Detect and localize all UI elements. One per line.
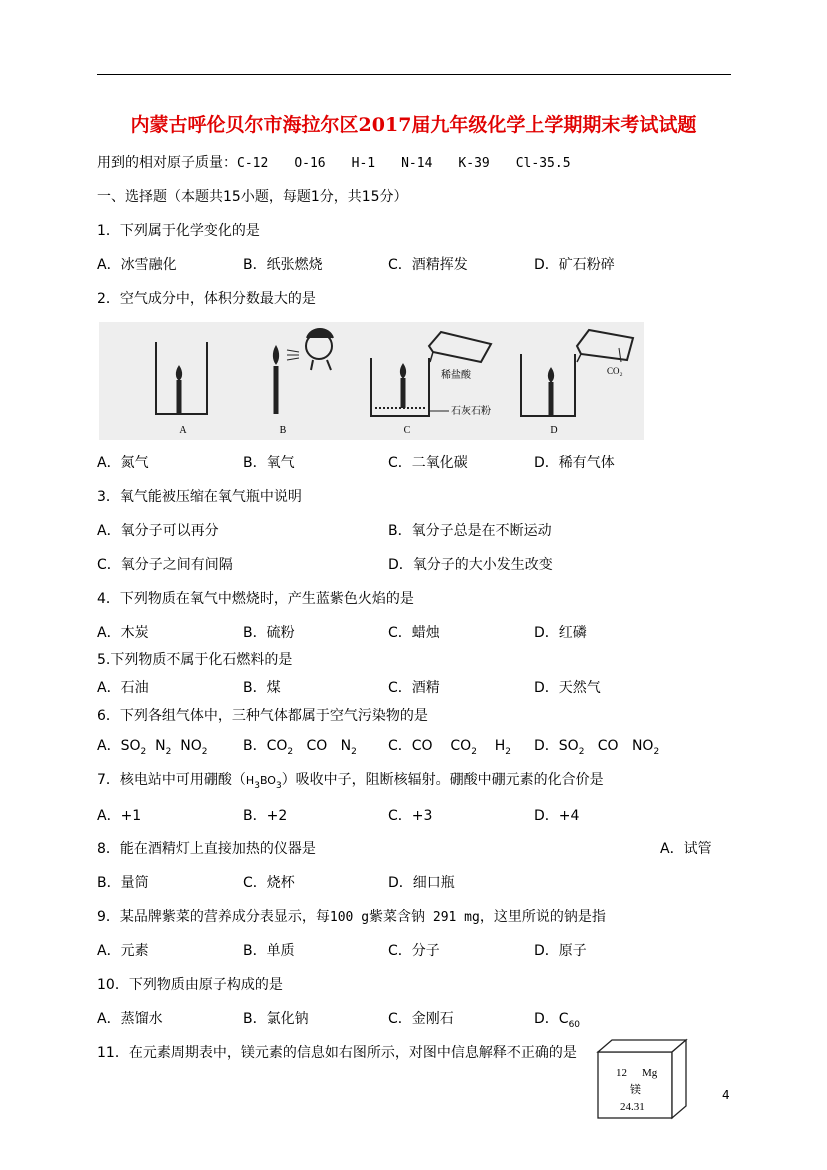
question-5-stem: 5.下列物质不属于化石燃料的是	[97, 652, 293, 668]
q5-option-d: D．天然气	[534, 680, 601, 696]
atomic-mass-item: C-12	[237, 156, 269, 171]
q1-option-c: C．酒精挥发	[388, 257, 468, 273]
page-number: 4	[722, 1088, 730, 1102]
atomic-mass-line	[97, 152, 571, 172]
q5-option-a: A．石油	[97, 680, 149, 696]
question-10-stem: 10．下列物质由原子构成的是	[97, 977, 283, 993]
mg-atomic-number: 12	[616, 1067, 627, 1079]
atomic-mass-item: Cl-35.5	[515, 156, 571, 171]
question-7-stem: 7．核电站中可用硼酸$(H_3BO_3)$吸收中子，阻断核辐射。硼酸中硼元素的化合价是	[97, 772, 604, 791]
beaker-c-drawing	[371, 332, 491, 416]
q8-option-b: B．量筒	[97, 875, 149, 891]
hcl-label: 稀盐酸	[441, 370, 471, 381]
q4-option-d: D．红磷	[534, 625, 587, 641]
question-3-stem: 3．氧气能被压缩在氧气瓶中说明	[97, 489, 302, 505]
co2-label: CO₂	[607, 366, 623, 376]
q4-option-b: B．硫粉	[243, 625, 295, 641]
q7-option-a: A．+1	[97, 808, 142, 824]
question-1-stem: 1．下列属于化学变化的是	[97, 223, 260, 239]
figure-label-d: D	[550, 425, 558, 436]
q9-option-d: D．原子	[534, 943, 587, 959]
q4-option-c: C．蜡烛	[388, 625, 440, 641]
question-11-stem: 11．在元素周期表中，镁元素的信息如右图所示，对图中信息解释不正确的是	[97, 1045, 577, 1061]
page-title: 内蒙古呼伦贝尔市海拉尔区2017届九年级化学上学期期末考试试题	[130, 114, 697, 136]
q6-option-a: A．$SO_2$ $N_2$ $NO_2$	[97, 738, 208, 757]
figure-label-b: B	[279, 425, 287, 436]
q3-option-a: A．氧分子可以再分	[97, 523, 219, 539]
question-4-stem: 4．下列物质在氧气中燃烧时，产生蓝紫色火焰的是	[97, 591, 414, 607]
q8-option-c: C．烧杯	[243, 875, 295, 891]
q6-option-d: D．$SO_2$ CO $NO_2$	[534, 738, 660, 757]
q1-option-b: B．纸张燃烧	[243, 257, 323, 273]
figure-label-a: A	[179, 425, 187, 436]
mg-atomic-mass: 24.31	[620, 1101, 645, 1113]
atomic-mass-item: K-39	[458, 156, 490, 171]
q5-option-c: C．酒精	[388, 680, 440, 696]
q5-option-b: B．煤	[243, 680, 281, 696]
beaker-a-drawing	[156, 342, 207, 414]
q1-option-d: D．矿石粉碎	[534, 257, 615, 273]
q10-option-a: A．蒸馏水	[97, 1011, 163, 1027]
q10-option-c: C．金刚石	[388, 1011, 454, 1027]
q9-option-c: C．分子	[388, 943, 440, 959]
q7-option-c: C．+3	[388, 808, 433, 824]
q3-option-b: B．氧分子总是在不断运动	[388, 523, 552, 539]
mg-name: 镁	[630, 1083, 641, 1096]
candle-b-drawing	[273, 329, 333, 414]
q2-option-c: C．二氧化碳	[388, 455, 468, 471]
q10-option-b: B．氯化钠	[243, 1011, 309, 1027]
q8-option-d: D．细口瓶	[388, 875, 455, 891]
mg-symbol: Mg	[642, 1067, 658, 1079]
question-8-stem: 8．能在酒精灯上直接加热的仪器是	[97, 841, 316, 857]
experiment-figure	[99, 322, 644, 440]
q3-option-d: D．氧分子的大小发生改变	[388, 557, 553, 573]
magnesium-cell	[596, 1038, 688, 1120]
q2-option-d: D．稀有气体	[534, 455, 615, 471]
atomic-mass-item: O-16	[294, 156, 326, 171]
q1-option-a: A．冰雪融化	[97, 257, 177, 273]
q10-option-d: D．$C_{60}$	[534, 1011, 581, 1030]
q4-option-a: A．木炭	[97, 625, 149, 641]
question-9-stem: 9．某品牌紫菜的营养成分表显示，每100 g紫菜含钠 291 mg，这里所说的钠是指	[97, 909, 606, 925]
atomic-mass-label: 用到的相对原子质量：	[97, 155, 237, 171]
question-6-stem: 6．下列各组气体中，三种气体都属于空气污染物的是	[97, 708, 428, 724]
atomic-mass-item: N-14	[401, 156, 433, 171]
question-2-stem: 2．空气成分中，体积分数最大的是	[97, 291, 316, 307]
q6-option-c: C．CO $CO_2$ $H_2$	[388, 738, 511, 757]
q2-option-a: A．氮气	[97, 455, 149, 471]
q7-option-b: B．+2	[243, 808, 288, 824]
q6-option-b: B．$CO_2$ CO $N_2$	[243, 738, 357, 757]
section-heading: 一、选择题（本题共15小题，每题1分，共15分）	[97, 189, 408, 205]
q8-option-a: A．试管	[660, 841, 712, 857]
q9-option-a: A．元素	[97, 943, 149, 959]
figure-label-c: C	[403, 425, 411, 436]
q7-option-d: D．+4	[534, 808, 580, 824]
q2-option-b: B．氧气	[243, 455, 295, 471]
q9-option-b: B．单质	[243, 943, 295, 959]
limestone-label: 石灰石粉	[451, 406, 491, 417]
atomic-mass-item: H-1	[351, 156, 376, 171]
q3-option-c: C．氧分子之间有间隔	[97, 557, 233, 573]
header-rule	[97, 74, 731, 75]
